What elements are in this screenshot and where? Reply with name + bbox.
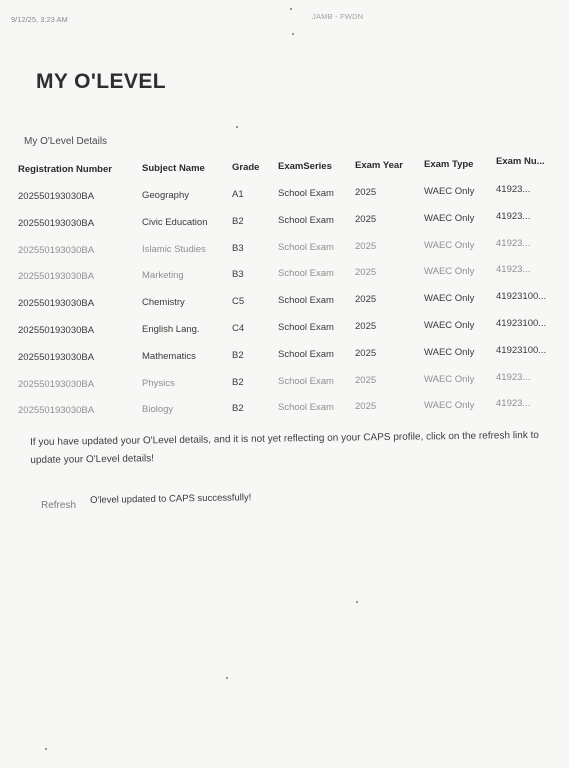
cell-grade: B2 [232, 403, 244, 415]
cell-subject-name: Chemistry [142, 297, 185, 309]
cell-exam-number: 41923... [496, 237, 531, 249]
cell-subject-name: Geography [142, 190, 190, 201]
cell-registration-number: 202550193030BA [18, 244, 95, 256]
cell-subject-name: Mathematics [142, 350, 196, 362]
cell-exam-type: WAEC Only [424, 400, 475, 412]
cell-exam-series: School Exam [278, 241, 334, 253]
cell-grade: A1 [232, 189, 244, 200]
cell-exam-type: WAEC Only [424, 319, 475, 331]
cell-exam-type: WAEC Only [424, 293, 475, 305]
print-header [11, 12, 559, 29]
table-row [0, 340, 569, 367]
print-date: 9/12/25, 3:23 AM [11, 15, 68, 24]
cell-exam-year: 2025 [355, 267, 377, 279]
cell-exam-series: School Exam [278, 214, 334, 226]
cell-subject-name: Marketing [142, 270, 184, 282]
cell-subject-name: Islamic Studies [142, 243, 206, 255]
table-row [0, 233, 569, 260]
cell-exam-series: School Exam [278, 268, 334, 280]
cell-exam-number: 41923100... [496, 291, 547, 303]
cell-exam-year: 2025 [355, 374, 377, 386]
cell-registration-number: 202550193030BA [18, 271, 95, 283]
cell-subject-name: Physics [142, 377, 175, 389]
cell-exam-number: 41923100... [496, 344, 547, 356]
table-row [0, 206, 569, 233]
cell-registration-number: 202550193030BA [18, 324, 95, 336]
column-header-exam-type: Exam Type [424, 159, 474, 170]
cell-exam-type: WAEC Only [424, 186, 475, 197]
cell-registration-number: 202550193030BA [18, 351, 95, 363]
column-header-subject-name: Subject Name [142, 163, 205, 174]
column-header-exam-series: ExamSeries [278, 161, 332, 172]
table-row [0, 393, 569, 420]
table-row [0, 313, 569, 340]
cell-registration-number: 202550193030BA [18, 217, 95, 229]
cell-grade: B2 [232, 349, 244, 361]
cell-exam-year: 2025 [355, 347, 377, 359]
cell-registration-number: 202550193030BA [18, 378, 95, 390]
table-row [0, 259, 569, 286]
cell-exam-year: 2025 [355, 213, 377, 225]
scan-speck [226, 677, 228, 679]
cell-exam-year: 2025 [355, 294, 377, 306]
cell-exam-series: School Exam [278, 348, 334, 360]
cell-exam-year: 2025 [355, 240, 377, 252]
column-header-grade: Grade [232, 162, 260, 173]
refresh-instruction-note: If you have updated your O'Level details, and it is not yet reflecting on your CAPS profile, click on the refresh link to update your O'Level details! [30, 429, 540, 466]
table-header-row [0, 155, 569, 179]
cell-exam-number: 41923... [496, 371, 531, 383]
cell-exam-number: 41923... [496, 184, 531, 195]
cell-grade: C4 [232, 322, 245, 334]
cell-grade: B3 [232, 242, 244, 254]
cell-exam-series: School Exam [278, 375, 334, 387]
table-row [0, 367, 569, 394]
cell-exam-number: 41923... [496, 210, 531, 222]
cell-exam-series: School Exam [278, 188, 334, 199]
olevel-table [0, 155, 569, 420]
column-header-exam-number: Exam Nu... [496, 156, 545, 167]
cell-exam-year: 2025 [355, 187, 377, 198]
cell-registration-number: 202550193030BA [18, 191, 95, 202]
cell-exam-number: 41923100... [496, 317, 547, 329]
cell-exam-series: School Exam [278, 295, 334, 307]
cell-subject-name: English Lang. [142, 323, 200, 335]
section-label: My O'Level Details [24, 136, 108, 147]
cell-grade: B2 [232, 215, 244, 227]
scan-speck [292, 33, 294, 35]
cell-registration-number: 202550193030BA [18, 405, 95, 417]
cell-subject-name: Biology [142, 404, 174, 416]
cell-exam-year: 2025 [355, 320, 377, 332]
table-row [0, 286, 569, 313]
scan-speck [45, 748, 47, 750]
page-title: MY O'LEVEL [36, 70, 166, 93]
scan-speck [236, 126, 238, 128]
cell-subject-name: Civic Education [142, 216, 208, 228]
cell-exam-type: WAEC Only [424, 239, 475, 251]
scan-speck [290, 8, 292, 10]
cell-exam-type: WAEC Only [424, 266, 475, 278]
success-message: O'level updated to CAPS successfully! [90, 492, 252, 506]
cell-grade: C5 [232, 296, 245, 308]
cell-grade: B3 [232, 269, 244, 281]
cell-exam-number: 41923... [496, 398, 531, 410]
scan-speck [356, 601, 358, 603]
refresh-button[interactable]: Refresh [41, 500, 77, 511]
cell-exam-type: WAEC Only [424, 346, 475, 358]
column-header-registration-number: Registration Number [18, 164, 112, 175]
cell-exam-year: 2025 [355, 401, 377, 413]
cell-exam-series: School Exam [278, 402, 334, 414]
cell-exam-series: School Exam [278, 321, 334, 333]
column-header-exam-year: Exam Year [355, 160, 403, 171]
cell-exam-number: 41923... [496, 264, 531, 276]
cell-exam-type: WAEC Only [424, 212, 475, 224]
cell-grade: B2 [232, 376, 244, 388]
cell-registration-number: 202550193030BA [18, 298, 95, 310]
cell-exam-type: WAEC Only [424, 373, 475, 385]
print-doc-title: JAMB - FWDN [312, 12, 364, 21]
table-row [0, 179, 569, 206]
